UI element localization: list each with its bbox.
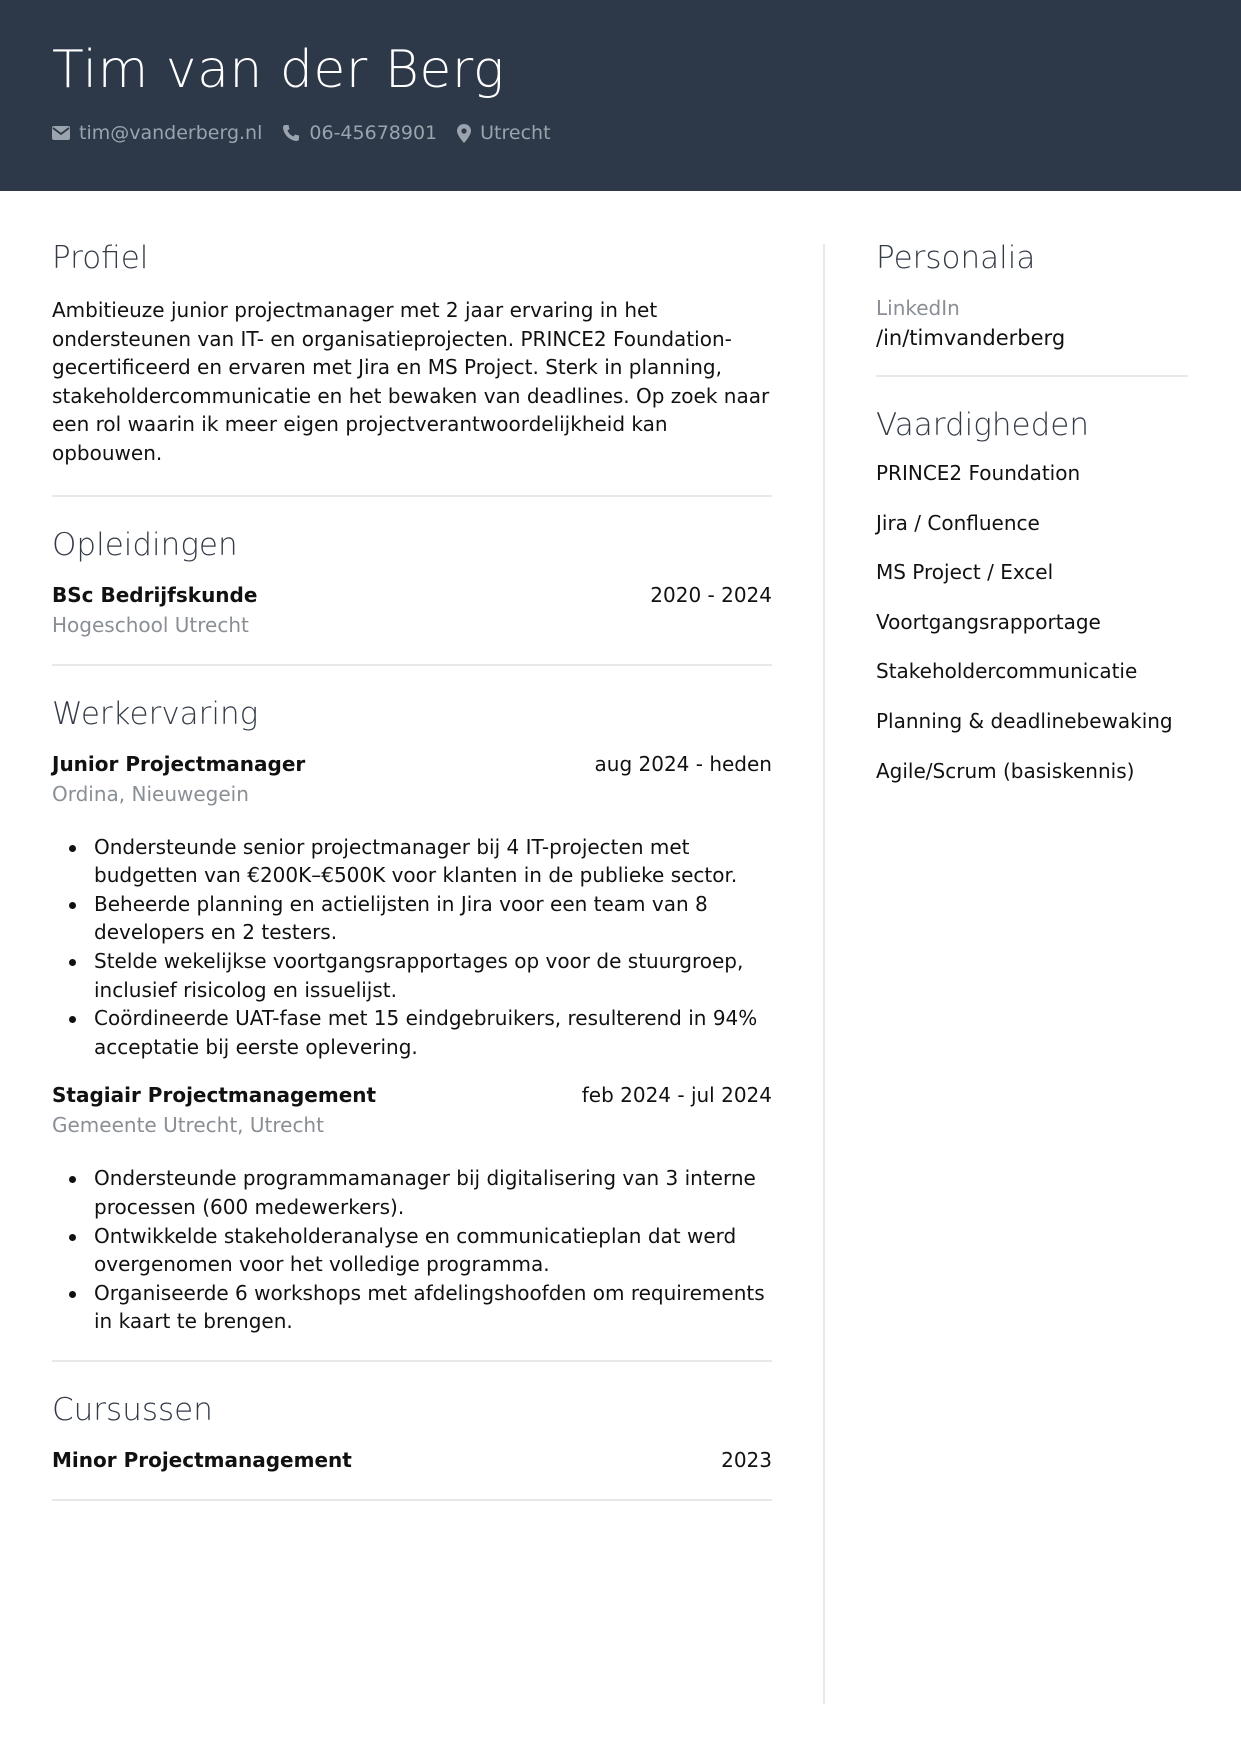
section-title-profile: Profiel [52, 240, 149, 276]
course-year: 2023 [721, 1447, 772, 1472]
email-text: tim@vanderberg.nl [79, 122, 263, 144]
education-dates: 2020 - 2024 [650, 582, 772, 607]
bullet-item: Beheerde planning en actielijsten in Jira voor een team van 8 developers en 2 testers. [52, 890, 772, 947]
skill-item: Stakeholdercommunicatie [876, 659, 1138, 684]
section-title-education: Opleidingen [52, 526, 238, 563]
profile-text: Ambitieuze junior projectmanager met 2 jaar ervaring in het ondersteunen van IT- en organisatieprojecten. PRINCE2 Foundation-gecertificeerd en ervaren met Jira en MS Project. Sterk in planning, stakeholdercommunicatie en het bewaken van deadlines. Op zoek naar een rol waarin ik meer eigen projectverantwoordelijkheid kan opbouwen. [52, 298, 770, 465]
divider [52, 664, 772, 666]
skill-item: PRINCE2 Foundation [876, 461, 1081, 485]
course-name: Minor Projectmanagement [52, 1447, 352, 1472]
experience-entry [52, 1083, 772, 1336]
section-title-experience: Werkervaring [52, 695, 259, 732]
map-pin-icon [457, 124, 471, 143]
company-name: Gemeente Utrecht, Utrecht [52, 1113, 324, 1138]
phone-text: 06-45678901 [309, 122, 438, 144]
bullet-item: Coördineerde UAT-fase met 15 eindgebruikers, resulterend in 94% acceptatie bij eerste oplevering. [52, 1004, 772, 1061]
divider [52, 1360, 772, 1362]
experience-entry [52, 752, 772, 1062]
school-name: Hogeschool Utrecht [52, 612, 249, 637]
courses-section [52, 1392, 772, 1472]
bullet-item: Ontwikkelde stakeholderanalyse en communicatieplan dat werd overgenomen voor het volledige programma. [52, 1222, 772, 1279]
resume-header [0, 0, 1241, 191]
skill-item: Agile/Scrum (basiskennis) [876, 758, 1135, 783]
contact-location [457, 122, 550, 144]
course-entry [52, 1448, 772, 1472]
job-bullets [52, 1164, 772, 1336]
education-entry [52, 583, 772, 637]
contact-phone [282, 122, 437, 144]
profile-section [52, 240, 772, 468]
section-title-personal: Personalia [876, 240, 1036, 276]
linkedin-label: LinkedIn [876, 296, 960, 320]
section-title-courses: Cursussen [52, 1391, 213, 1428]
skill-item: Jira / Confluence [876, 510, 1040, 535]
location-text: Utrecht [480, 122, 551, 144]
candidate-name: Tim van der Berg [52, 40, 505, 100]
contact-bar [52, 122, 551, 144]
contact-email [52, 122, 262, 144]
phone-icon [282, 124, 300, 142]
education-section [52, 527, 772, 637]
sidebar [876, 240, 1188, 808]
company-name: Ordina, Nieuwegein [52, 781, 249, 806]
envelope-icon [52, 126, 70, 140]
column-divider [823, 244, 825, 1704]
bullet-item: Stelde wekelijkse voortgangsrapportages op voor de stuurgroep, inclusief risicolog en issuelijst. [52, 947, 772, 1004]
main-column [52, 240, 772, 1501]
skill-item: Planning & deadlinebewaking [876, 708, 1173, 733]
degree-title: BSc Bedrijfskunde [52, 582, 258, 607]
bullet-item: Ondersteunde senior projectmanager bij 4 IT-projecten met budgetten van €200K–€500K voor klanten in de publieke sector. [52, 833, 772, 890]
job-dates: aug 2024 - heden [594, 751, 772, 776]
skills-section [876, 407, 1188, 808]
job-title: Stagiair Projectmanagement [52, 1083, 377, 1108]
job-bullets [52, 833, 772, 1062]
divider [876, 375, 1188, 377]
personal-section [876, 240, 1188, 350]
divider [52, 1499, 772, 1501]
experience-section [52, 696, 772, 1336]
skill-item: Voortgangsrapportage [876, 609, 1101, 634]
bullet-item: Ondersteunde programmamanager bij digitalisering van 3 interne processen (600 medewerkers). [52, 1164, 772, 1221]
linkedin-value: /in/timvanderberg [876, 326, 1066, 350]
job-dates: feb 2024 - jul 2024 [581, 1083, 772, 1108]
bullet-item: Organiseerde 6 workshops met afdelingshoofden om requirements in kaart te brengen. [52, 1279, 772, 1336]
section-title-skills: Vaardigheden [876, 407, 1090, 443]
job-title: Junior Projectmanager [52, 751, 306, 776]
divider [52, 495, 772, 497]
skill-item: MS Project / Excel [876, 560, 1054, 585]
